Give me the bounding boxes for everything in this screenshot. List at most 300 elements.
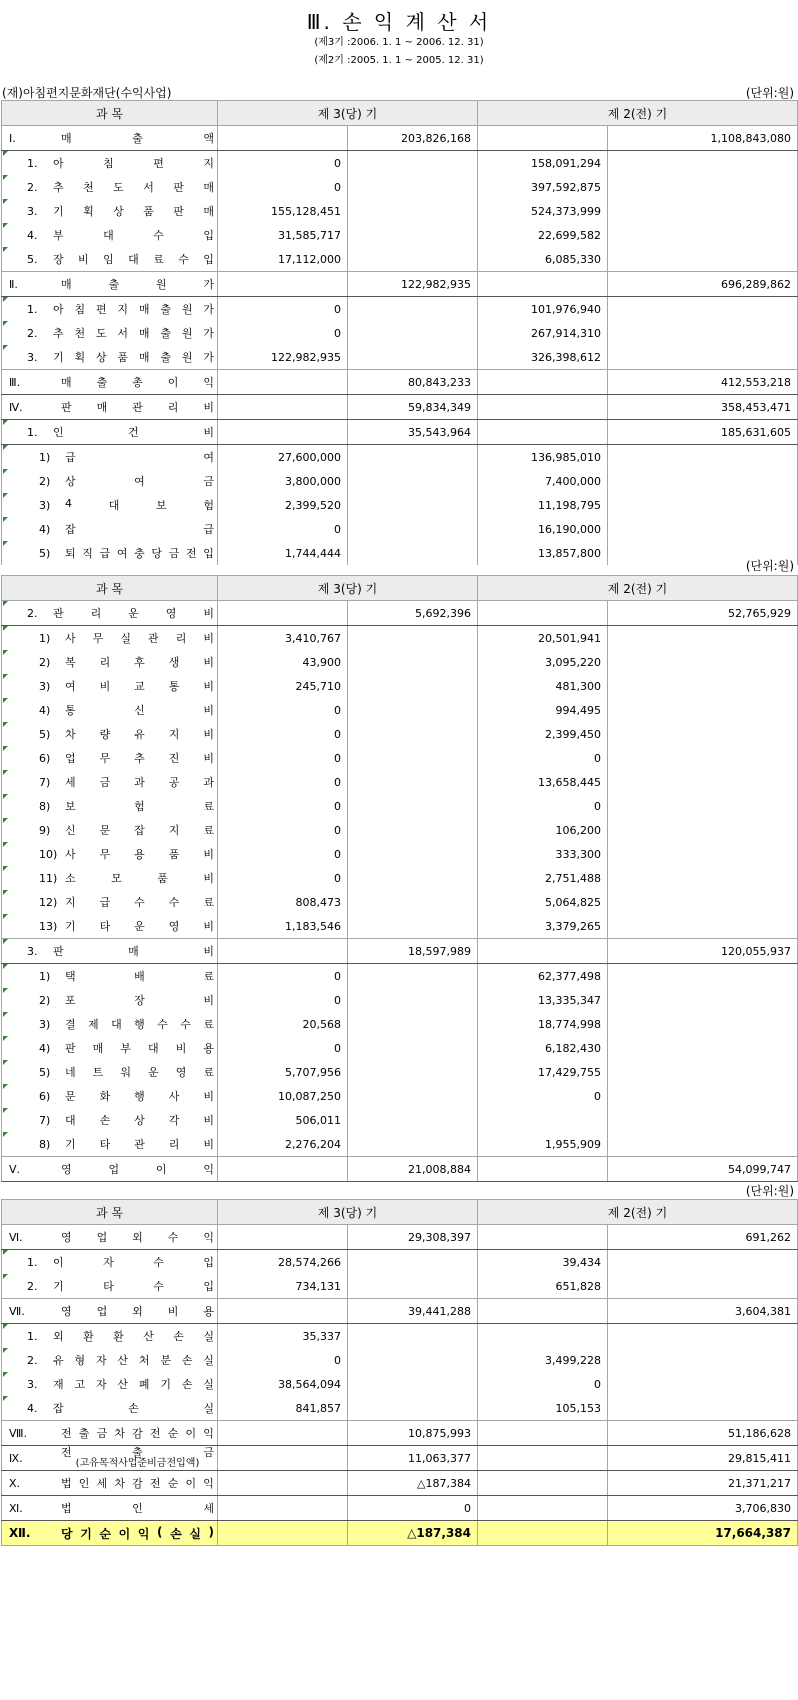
account-label: 대 손 상 각 비 xyxy=(65,1114,214,1127)
account-name xyxy=(5,126,214,150)
amount-c-sub: 10,087,250 xyxy=(218,1084,348,1108)
amount-c-tot: 80,843,233 xyxy=(348,370,478,395)
amount-c-tot: 59,834,349 xyxy=(348,395,478,420)
table-row xyxy=(2,1108,798,1132)
account-cell xyxy=(2,746,218,770)
account-name xyxy=(5,1036,214,1060)
account-name xyxy=(5,199,214,223)
amount-c-sub xyxy=(218,370,348,395)
amount-c-sub: 841,857 xyxy=(218,1396,348,1421)
amount-p-sub xyxy=(478,1157,608,1182)
amount-p-sub: 16,190,000 xyxy=(478,517,608,541)
amount-c-sub: 506,011 xyxy=(218,1108,348,1132)
amount-p-sub: 20,501,941 xyxy=(478,626,608,651)
account-name xyxy=(5,247,214,271)
account-label: 문 화 행 사 비 xyxy=(65,1090,214,1103)
account-cell xyxy=(2,151,218,176)
account-number: 1. xyxy=(27,302,38,316)
header-current: 제 3(당) 기 xyxy=(218,576,478,601)
amount-c-sub: 0 xyxy=(218,794,348,818)
account-cell xyxy=(2,1471,218,1496)
amount-p-tot xyxy=(608,247,798,272)
account-number: Ⅰ. xyxy=(9,131,16,145)
table-row xyxy=(2,297,798,322)
amount-c-sub: 155,128,451 xyxy=(218,199,348,223)
account-label: 매 출 액 xyxy=(61,132,214,145)
amount-c-sub xyxy=(218,1421,348,1446)
account-label: 기 타 관 리 비 xyxy=(65,1138,214,1151)
account-number: 6) xyxy=(39,1089,51,1103)
amount-p-tot xyxy=(608,794,798,818)
account-cell xyxy=(2,370,218,395)
account-label: 세 금 과 공 과 xyxy=(65,776,214,789)
amount-p-sub: 11,198,795 xyxy=(478,493,608,517)
amount-p-sub: 39,434 xyxy=(478,1250,608,1275)
header-account: 과 목 xyxy=(2,101,218,126)
table-row xyxy=(2,469,798,493)
corner-marker-icon xyxy=(3,601,8,606)
amount-p-sub xyxy=(478,1446,608,1471)
amount-p-sub: 22,699,582 xyxy=(478,223,608,247)
corner-marker-icon xyxy=(3,674,8,679)
account-cell xyxy=(2,650,218,674)
amount-p-sub: 101,976,940 xyxy=(478,297,608,322)
account-cell xyxy=(2,1446,218,1471)
account-label: 잡 급 xyxy=(65,523,214,536)
account-number: 2. xyxy=(27,326,38,340)
amount-c-tot xyxy=(348,1396,478,1421)
table-row xyxy=(2,126,798,151)
account-name xyxy=(5,445,214,469)
amount-c-sub: 17,112,000 xyxy=(218,247,348,272)
account-label: 결 제 대 행 수 수 료 xyxy=(65,1018,214,1031)
account-number: 4) xyxy=(39,522,51,536)
account-cell xyxy=(2,445,218,470)
table-row xyxy=(2,1521,798,1546)
amount-p-tot: 3,604,381 xyxy=(608,1299,798,1324)
amount-c-sub: 0 xyxy=(218,988,348,1012)
account-name xyxy=(5,601,214,625)
account-label: 아 침 편 지 xyxy=(53,157,214,170)
account-number: 3. xyxy=(27,350,38,364)
amount-p-sub: 0 xyxy=(478,1372,608,1396)
amount-p-sub: 136,985,010 xyxy=(478,445,608,470)
account-cell xyxy=(2,420,218,445)
account-number: 3) xyxy=(39,679,51,693)
amount-p-tot xyxy=(608,151,798,176)
account-name xyxy=(5,151,214,175)
corner-marker-icon xyxy=(3,469,8,474)
account-name xyxy=(5,939,214,963)
amount-p-tot xyxy=(608,297,798,322)
account-number: 11) xyxy=(39,871,58,885)
amount-c-tot xyxy=(348,1372,478,1396)
account-label: 부 대 수 입 xyxy=(53,229,214,242)
amount-c-tot xyxy=(348,1036,478,1060)
table-row xyxy=(2,698,798,722)
amount-c-sub: 0 xyxy=(218,297,348,322)
table-row xyxy=(2,1324,798,1349)
amount-p-sub: 18,774,998 xyxy=(478,1012,608,1036)
account-cell xyxy=(2,321,218,345)
account-label: 판 매 관 리 비 xyxy=(61,401,214,414)
account-cell xyxy=(2,722,218,746)
account-cell xyxy=(2,1496,218,1521)
amount-p-sub xyxy=(478,1471,608,1496)
amount-p-sub: 5,064,825 xyxy=(478,890,608,914)
account-label-sub: (고유목적사업준비금전입액) xyxy=(75,1458,200,1469)
account-cell xyxy=(2,1521,218,1546)
table-row xyxy=(2,247,798,272)
amount-c-tot: 21,008,884 xyxy=(348,1157,478,1182)
header-row xyxy=(2,576,798,601)
amount-p-sub: 13,857,800 xyxy=(478,541,608,565)
amount-c-sub: 27,600,000 xyxy=(218,445,348,470)
corner-marker-icon xyxy=(3,746,8,751)
account-label: 판 매 비 xyxy=(53,945,214,958)
account-label: 소 모 품 비 xyxy=(65,872,214,885)
account-number: 3. xyxy=(27,944,38,958)
income-statement-table-2 xyxy=(1,575,798,1182)
table-row xyxy=(2,988,798,1012)
account-number: Ⅸ. xyxy=(9,1451,23,1465)
account-number: 2. xyxy=(27,1353,38,1367)
amount-p-tot xyxy=(608,626,798,651)
corner-marker-icon xyxy=(3,1372,8,1377)
amount-c-tot xyxy=(348,493,478,517)
corner-marker-icon xyxy=(3,1036,8,1041)
amount-p-tot xyxy=(608,1084,798,1108)
account-name xyxy=(5,1496,214,1520)
table-row xyxy=(2,1372,798,1396)
corner-marker-icon xyxy=(3,1084,8,1089)
amount-p-tot xyxy=(608,345,798,370)
corner-marker-icon xyxy=(3,698,8,703)
amount-p-tot xyxy=(608,1132,798,1157)
amount-p-tot: 54,099,747 xyxy=(608,1157,798,1182)
account-number: Ⅶ. xyxy=(9,1304,25,1318)
amount-c-sub xyxy=(218,1496,348,1521)
account-number: Ⅻ. xyxy=(9,1526,31,1540)
amount-c-tot: △187,384 xyxy=(348,1471,478,1496)
amount-c-tot: △187,384 xyxy=(348,1521,478,1546)
amount-p-tot: 691,262 xyxy=(608,1225,798,1250)
amount-c-sub: 0 xyxy=(218,321,348,345)
account-cell xyxy=(2,1012,218,1036)
table-row xyxy=(2,541,798,565)
amount-p-tot xyxy=(608,1396,798,1421)
amount-c-sub xyxy=(218,601,348,626)
account-label: 기 타 운 영 비 xyxy=(65,920,214,933)
account-name xyxy=(5,395,214,419)
account-cell xyxy=(2,223,218,247)
account-label: 영 업 이 익 xyxy=(61,1163,214,1176)
table-row xyxy=(2,770,798,794)
table-row xyxy=(2,674,798,698)
account-name xyxy=(5,469,214,493)
corner-marker-icon xyxy=(3,445,8,450)
amount-c-tot xyxy=(348,175,478,199)
amount-p-sub: 994,495 xyxy=(478,698,608,722)
amount-c-tot xyxy=(348,722,478,746)
account-number: 4. xyxy=(27,228,38,242)
corner-marker-icon xyxy=(3,794,8,799)
amount-p-sub xyxy=(478,126,608,151)
amount-c-tot: 18,597,989 xyxy=(348,939,478,964)
account-number: 9) xyxy=(39,823,51,837)
amount-c-sub: 1,183,546 xyxy=(218,914,348,939)
header-current: 제 3(당) 기 xyxy=(218,101,478,126)
amount-c-tot: 29,308,397 xyxy=(348,1225,478,1250)
account-label: 매 출 총 이 익 xyxy=(61,376,214,389)
amount-c-sub xyxy=(218,1157,348,1182)
amount-c-sub xyxy=(218,420,348,445)
account-cell xyxy=(2,1396,218,1421)
amount-c-tot: 39,441,288 xyxy=(348,1299,478,1324)
amount-c-sub: 0 xyxy=(218,175,348,199)
account-cell xyxy=(2,1084,218,1108)
account-name xyxy=(5,770,214,794)
account-number: 2. xyxy=(27,606,38,620)
amount-p-tot xyxy=(608,698,798,722)
account-cell xyxy=(2,674,218,698)
table-row xyxy=(2,1060,798,1084)
header-row xyxy=(2,1200,798,1225)
amount-c-tot xyxy=(348,988,478,1012)
amount-p-sub: 333,300 xyxy=(478,842,608,866)
corner-marker-icon xyxy=(3,247,8,252)
account-cell xyxy=(2,1250,218,1275)
amount-p-tot xyxy=(608,650,798,674)
amount-c-sub: 2,276,204 xyxy=(218,1132,348,1157)
account-name xyxy=(5,1348,214,1372)
corner-marker-icon xyxy=(3,420,8,425)
amount-c-sub: 3,800,000 xyxy=(218,469,348,493)
table-row xyxy=(2,1012,798,1036)
table-row xyxy=(2,939,798,964)
table-row xyxy=(2,1446,798,1471)
account-number: 8) xyxy=(39,799,51,813)
amount-c-tot xyxy=(348,1060,478,1084)
account-label: 급 여 xyxy=(65,451,214,464)
amount-p-sub xyxy=(478,1225,608,1250)
amount-c-tot xyxy=(348,1274,478,1299)
amount-p-tot xyxy=(608,223,798,247)
table-row xyxy=(2,914,798,939)
table-row xyxy=(2,650,798,674)
account-label: 아 침 편 지 매 출 원 가 xyxy=(53,303,214,316)
amount-c-tot xyxy=(348,247,478,272)
account-number: Ⅵ. xyxy=(9,1230,23,1244)
income-statement-table-3 xyxy=(1,1199,798,1546)
amount-p-tot xyxy=(608,1108,798,1132)
amount-p-tot xyxy=(608,842,798,866)
account-name xyxy=(5,1421,214,1445)
corner-marker-icon xyxy=(3,988,8,993)
account-name xyxy=(5,175,214,199)
account-cell xyxy=(2,914,218,939)
amount-p-sub xyxy=(478,1324,608,1349)
account-number: 3) xyxy=(39,498,51,512)
account-name xyxy=(5,345,214,369)
amount-c-sub: 0 xyxy=(218,1348,348,1372)
amount-p-sub: 0 xyxy=(478,746,608,770)
table-row xyxy=(2,1396,798,1421)
corner-marker-icon xyxy=(3,964,8,969)
table-row xyxy=(2,321,798,345)
account-cell xyxy=(2,272,218,297)
amount-p-tot xyxy=(608,1348,798,1372)
account-number: 5) xyxy=(39,546,51,560)
account-cell xyxy=(2,345,218,370)
account-name xyxy=(5,1299,214,1323)
amount-p-sub: 267,914,310 xyxy=(478,321,608,345)
account-cell xyxy=(2,1421,218,1446)
corner-marker-icon xyxy=(3,223,8,228)
amount-p-tot xyxy=(608,445,798,470)
corner-marker-icon xyxy=(3,939,8,944)
account-number: 5. xyxy=(27,252,38,266)
amount-c-sub: 0 xyxy=(218,517,348,541)
account-label: 재 고 자 산 폐 기 손 실 xyxy=(53,1378,214,1391)
account-cell xyxy=(2,517,218,541)
amount-c-sub: 20,568 xyxy=(218,1012,348,1036)
amount-p-tot xyxy=(608,746,798,770)
amount-c-tot xyxy=(348,445,478,470)
corner-marker-icon xyxy=(3,1060,8,1065)
account-cell xyxy=(2,1225,218,1250)
account-label: 기 획 상 품 매 출 원 가 xyxy=(53,351,214,364)
table-row xyxy=(2,370,798,395)
table-row xyxy=(2,626,798,651)
account-cell xyxy=(2,126,218,151)
account-name xyxy=(5,746,214,770)
table-row xyxy=(2,1250,798,1275)
amount-p-sub: 106,200 xyxy=(478,818,608,842)
amount-c-sub: 808,473 xyxy=(218,890,348,914)
amount-c-sub: 0 xyxy=(218,698,348,722)
account-number: 3) xyxy=(39,1017,51,1031)
amount-p-tot: 52,765,929 xyxy=(608,601,798,626)
corner-marker-icon xyxy=(3,1012,8,1017)
corner-marker-icon xyxy=(3,914,8,919)
account-name xyxy=(5,866,214,890)
account-number: 4) xyxy=(39,1041,51,1055)
amount-p-tot: 696,289,862 xyxy=(608,272,798,297)
account-cell xyxy=(2,1274,218,1299)
amount-c-tot xyxy=(348,541,478,565)
table-row xyxy=(2,1348,798,1372)
account-name xyxy=(5,1060,214,1084)
amount-c-tot: 203,826,168 xyxy=(348,126,478,151)
amount-c-tot xyxy=(348,345,478,370)
header-current: 제 3(당) 기 xyxy=(218,1200,478,1225)
amount-c-sub: 0 xyxy=(218,842,348,866)
account-name xyxy=(5,674,214,698)
amount-c-tot xyxy=(348,770,478,794)
amount-p-tot xyxy=(608,1060,798,1084)
amount-p-tot: 3,706,830 xyxy=(608,1496,798,1521)
account-name xyxy=(5,626,214,650)
amount-c-tot: 11,063,377 xyxy=(348,1446,478,1471)
amount-p-sub: 6,182,430 xyxy=(478,1036,608,1060)
account-label: 인 건 비 xyxy=(53,426,214,439)
account-label: 법 인 세 xyxy=(61,1502,214,1515)
account-number: 8) xyxy=(39,1137,51,1151)
unit-label-3: (단위:원) xyxy=(745,1184,794,1198)
amount-p-tot xyxy=(608,914,798,939)
amount-p-sub: 2,399,450 xyxy=(478,722,608,746)
amount-c-sub: 43,900 xyxy=(218,650,348,674)
account-number: 1. xyxy=(27,156,38,170)
account-label: 택 배 료 xyxy=(65,970,214,983)
account-cell xyxy=(2,842,218,866)
amount-c-tot xyxy=(348,626,478,651)
amount-p-sub: 397,592,875 xyxy=(478,175,608,199)
table-row xyxy=(2,1225,798,1250)
account-cell xyxy=(2,794,218,818)
amount-p-sub: 3,499,228 xyxy=(478,1348,608,1372)
amount-p-tot xyxy=(608,1324,798,1349)
account-label: 영 업 외 수 익 xyxy=(61,1231,214,1244)
account-name xyxy=(5,1012,214,1036)
account-cell xyxy=(2,698,218,722)
account-name xyxy=(5,1446,214,1470)
account-label: 외 환 환 산 손 실 xyxy=(53,1330,214,1343)
amount-c-sub: 38,564,094 xyxy=(218,1372,348,1396)
account-name xyxy=(5,1157,214,1181)
amount-c-tot: 5,692,396 xyxy=(348,601,478,626)
amount-p-sub: 13,658,445 xyxy=(478,770,608,794)
account-cell xyxy=(2,1036,218,1060)
account-label: 법 인 세 차 감 전 순 이 익 xyxy=(61,1477,214,1490)
amount-p-sub xyxy=(478,370,608,395)
amount-c-tot xyxy=(348,1084,478,1108)
account-label: 추 천 도 서 판 매 xyxy=(53,181,214,194)
period-previous: (제2기 :2005. 1. 1 ~ 2005. 12. 31) xyxy=(314,55,484,66)
account-name xyxy=(5,794,214,818)
account-label: 차 량 유 지 비 xyxy=(65,728,214,741)
amount-p-tot xyxy=(608,988,798,1012)
amount-p-tot xyxy=(608,818,798,842)
amount-c-sub: 734,131 xyxy=(218,1274,348,1299)
amount-c-sub: 0 xyxy=(218,722,348,746)
amount-c-tot xyxy=(348,1348,478,1372)
table-row xyxy=(2,395,798,420)
account-number: Ⅺ. xyxy=(9,1501,23,1515)
amount-c-tot xyxy=(348,914,478,939)
account-number: 1) xyxy=(39,631,51,645)
corner-marker-icon xyxy=(3,770,8,775)
amount-p-sub xyxy=(478,395,608,420)
account-number: 10) xyxy=(39,847,58,861)
amount-c-tot: 0 xyxy=(348,1496,478,1521)
table-row xyxy=(2,890,798,914)
amount-c-sub xyxy=(218,1225,348,1250)
amount-c-sub: 1,744,444 xyxy=(218,541,348,565)
account-label: 기 타 수 입 xyxy=(53,1280,214,1293)
amount-c-tot xyxy=(348,223,478,247)
corner-marker-icon xyxy=(3,1108,8,1113)
amount-p-sub xyxy=(478,1421,608,1446)
account-number: 3. xyxy=(27,1377,38,1391)
account-name xyxy=(5,1108,214,1132)
account-cell xyxy=(2,1132,218,1157)
amount-p-tot xyxy=(608,517,798,541)
amount-c-sub xyxy=(218,395,348,420)
account-label: 여 비 교 통 비 xyxy=(65,680,214,693)
corner-marker-icon xyxy=(3,890,8,895)
